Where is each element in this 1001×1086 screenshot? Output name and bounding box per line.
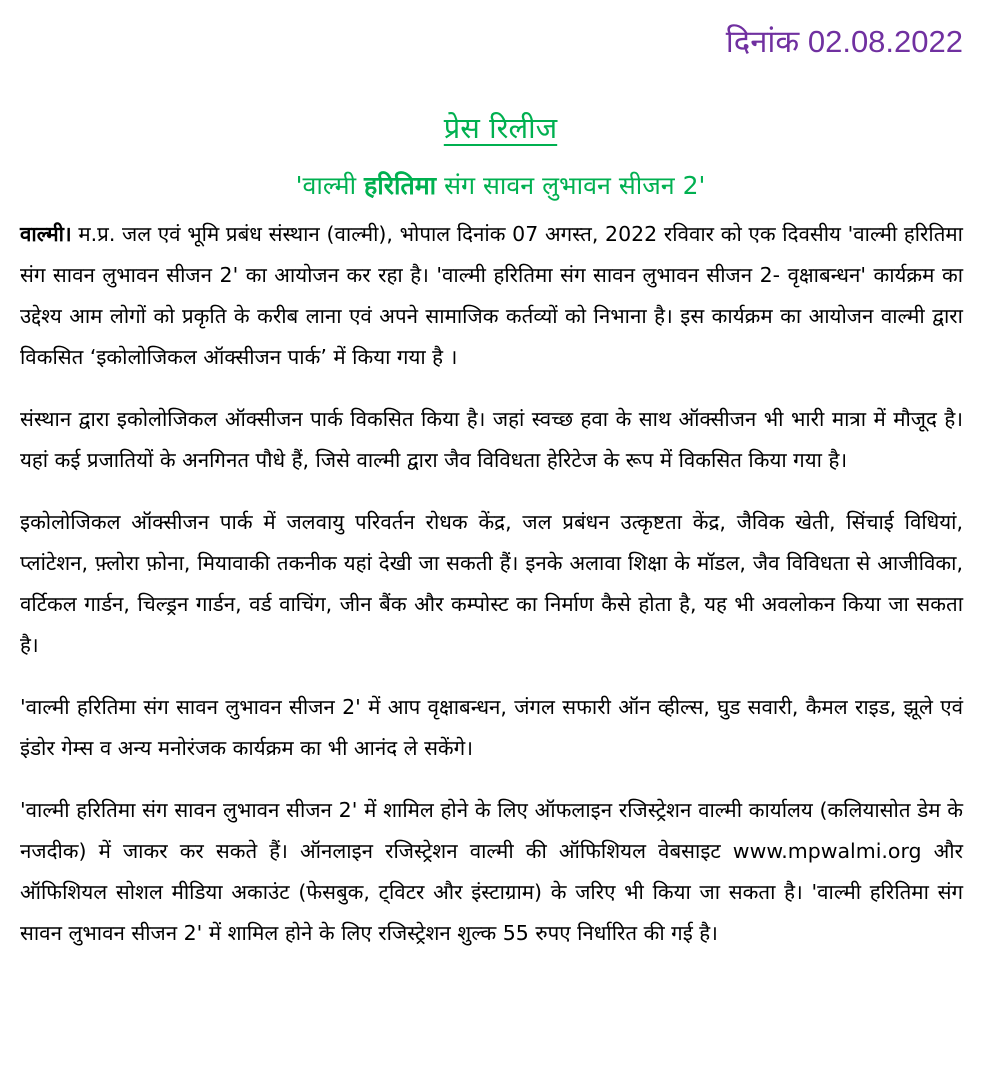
subtitle-suffix: संग सावन लुभावन सीजन 2' — [436, 171, 706, 200]
press-release-body — [20, 214, 963, 975]
paragraph-park-features: इकोलोजिकल ऑक्सीजन पार्क में जलवायु परिवर्तन रोधक केंद्र, जल प्रबंधन उत्कृष्टता केंद्र, जैविक खेती, सिंचाई विधियां, प्लांटेशन, फ़्लोरा फ़ोना, मियावाकी तकनीक यहां देखी जा सकती हैं। इनके अलावा शिक्षा के मॉडल, जैव विविधता से आजीविका, वर्टिकल गार्डन, चिल्ड्रन गार्डन, वर्ड वाचिंग, जीन बैंक और कम्पोस्ट का निर्माण कैसे होता है, यह भी अवलोकन किया जा सकता है। — [20, 510, 963, 657]
subtitle-prefix: 'वाल्मी — [295, 171, 364, 200]
paragraph-activities: 'वाल्मी हरितिमा संग सावन लुभावन सीजन 2' में आप वृक्षाबन्धन, जंगल सफारी ऑन व्हील्स, घुड सवारी, कैमल राइड, झूले एवं इंडोर गेम्स व अन्य मनोरंजक कार्यक्रम का भी आनंद ले सकेंगे। — [20, 695, 963, 760]
event-subtitle — [0, 168, 1001, 202]
press-release-title: प्रेस रिलीज — [443, 111, 558, 145]
paragraph-text: म.प्र. जल एवं भूमि प्रबंध संस्थान (वाल्मी), भोपाल दिनांक 07 अगस्त, 2022 रविवार को एक दिवसीय 'वाल्मी हरितिमा संग सावन लुभावन सीजन 2' का आयोजन कर रहा है। 'वाल्मी हरितिमा संग सावन लुभावन सीजन 2- वृक्षाबन्धन' कार्यक्रम का उद्देश्य आम लोगों को प्रकृति के करीब लाना एवं अपने सामाजिक कर्तव्यों को निभाना है। इस कार्यक्रम का आयोजन वाल्मी द्वारा विकसित ‘इकोलोजिकल ऑक्सीजन पार्क’ में किया गया है । — [20, 222, 963, 369]
dateline-lead: वाल्मी। — [20, 222, 72, 246]
subtitle-bold-word: हरितिमा — [364, 171, 437, 200]
paragraph-intro — [20, 214, 963, 378]
press-release-date: दिनांक 02.08.2022 — [725, 24, 963, 59]
paragraph-oxygen-park: संस्थान द्वारा इकोलोजिकल ऑक्सीजन पार्क विकसित किया है। जहां स्वच्छ हवा के साथ ऑक्सीजन भी भारी मात्रा में मौजूद है। यहां कई प्रजातियों के अनगिनत पौधे हैं, जिसे वाल्मी द्वारा जैव विविधता हेरिटेज के रूप में विकसित किया गया है। — [20, 407, 963, 472]
paragraph-registration: 'वाल्मी हरितिमा संग सावन लुभावन सीजन 2' में शामिल होने के लिए ऑफलाइन रजिस्ट्रेशन वाल्मी कार्यालय (कलियासोत डेम के नजदीक) में जाकर कर सकते हैं। ऑनलाइन रजिस्ट्रेशन वाल्मी की ऑफिशियल वेबसाइट www.mpwalmi.org और ऑफिशियल सोशल मीडिया अकाउंट (फेसबुक, ट्विटर और इंस्टाग्राम) के जरिए भी किया जा सकता है। 'वाल्मी हरितिमा संग सावन लुभावन सीजन 2' में शामिल होने के लिए रजिस्ट्रेशन शुल्क 55 रुपए निर्धारित की गई है। — [20, 798, 963, 945]
